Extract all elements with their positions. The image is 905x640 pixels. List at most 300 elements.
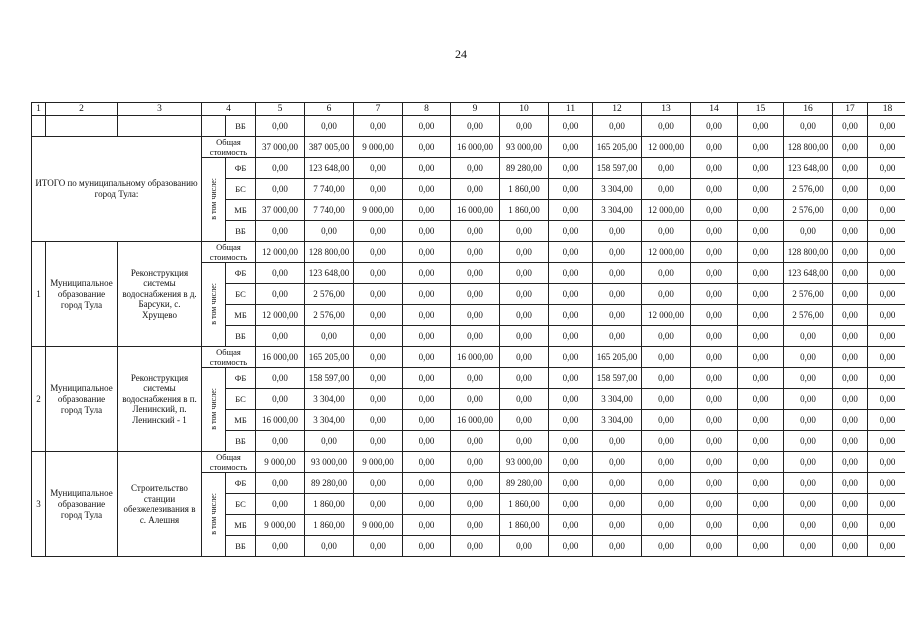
value-cell: 0,00 bbox=[256, 326, 305, 347]
value-cell: 3 304,00 bbox=[305, 410, 354, 431]
value-cell: 89 280,00 bbox=[305, 473, 354, 494]
value-cell: 0,00 bbox=[691, 221, 738, 242]
value-cell: 0,00 bbox=[500, 431, 549, 452]
value-cell: 0,00 bbox=[403, 536, 451, 557]
value-cell: 0,00 bbox=[691, 347, 738, 368]
value-cell: 3 304,00 bbox=[593, 179, 642, 200]
project-name: Строительство станции обезжелезивания в с. Алешня bbox=[118, 452, 202, 557]
value-cell: 0,00 bbox=[738, 158, 784, 179]
value-cell: 93 000,00 bbox=[500, 452, 549, 473]
project-total-row bbox=[32, 452, 905, 473]
value-cell: 12 000,00 bbox=[642, 242, 691, 263]
value-cell: 1 860,00 bbox=[500, 179, 549, 200]
value-cell: 0,00 bbox=[691, 263, 738, 284]
value-cell: 2 576,00 bbox=[784, 200, 833, 221]
value-cell: 0,00 bbox=[256, 221, 305, 242]
source-label: ФБ bbox=[226, 368, 256, 389]
value-cell: 165 205,00 bbox=[305, 347, 354, 368]
source-label: ФБ bbox=[226, 158, 256, 179]
value-cell: 0,00 bbox=[256, 263, 305, 284]
value-cell: 1 860,00 bbox=[500, 494, 549, 515]
source-label: БС bbox=[226, 389, 256, 410]
value-cell: 0,00 bbox=[500, 347, 549, 368]
value-cell: 0,00 bbox=[403, 200, 451, 221]
value-cell: 0,00 bbox=[593, 242, 642, 263]
value-cell: 37 000,00 bbox=[256, 137, 305, 158]
empty-cell bbox=[32, 116, 46, 137]
value-cell: 9 000,00 bbox=[354, 137, 403, 158]
value-cell: 0,00 bbox=[833, 452, 868, 473]
value-cell: 158 597,00 bbox=[593, 368, 642, 389]
value-cell: 1 860,00 bbox=[305, 494, 354, 515]
value-cell: 0,00 bbox=[738, 116, 784, 137]
value-cell: 0,00 bbox=[256, 368, 305, 389]
value-cell: 0,00 bbox=[868, 116, 905, 137]
value-cell: 1 860,00 bbox=[500, 200, 549, 221]
value-cell: 0,00 bbox=[305, 221, 354, 242]
value-cell: 0,00 bbox=[642, 179, 691, 200]
value-cell: 0,00 bbox=[451, 494, 500, 515]
value-cell: 0,00 bbox=[593, 263, 642, 284]
value-cell: 0,00 bbox=[868, 536, 905, 557]
in-that-number-label bbox=[202, 368, 226, 452]
value-cell: 3 304,00 bbox=[593, 200, 642, 221]
project-municipality: Муниципальное образование город Тула bbox=[46, 242, 118, 347]
value-cell: 0,00 bbox=[642, 263, 691, 284]
value-cell: 0,00 bbox=[833, 284, 868, 305]
value-cell: 0,00 bbox=[451, 242, 500, 263]
value-cell: 0,00 bbox=[784, 515, 833, 536]
value-cell: 0,00 bbox=[593, 536, 642, 557]
value-cell: 158 597,00 bbox=[305, 368, 354, 389]
value-cell: 0,00 bbox=[642, 221, 691, 242]
value-cell: 0,00 bbox=[403, 368, 451, 389]
value-cell: 0,00 bbox=[500, 116, 549, 137]
value-cell: 0,00 bbox=[354, 536, 403, 557]
value-cell: 0,00 bbox=[784, 410, 833, 431]
project-total-row bbox=[32, 347, 905, 368]
value-cell: 0,00 bbox=[256, 158, 305, 179]
value-cell: 0,00 bbox=[403, 137, 451, 158]
value-cell: 9 000,00 bbox=[354, 515, 403, 536]
value-cell: 89 280,00 bbox=[500, 473, 549, 494]
value-cell: 0,00 bbox=[738, 389, 784, 410]
value-cell: 0,00 bbox=[833, 263, 868, 284]
value-cell: 0,00 bbox=[738, 221, 784, 242]
value-cell: 0,00 bbox=[738, 452, 784, 473]
value-cell: 0,00 bbox=[868, 410, 905, 431]
header-cell: 12 bbox=[593, 103, 642, 116]
header-cell: 13 bbox=[642, 103, 691, 116]
value-cell: 12 000,00 bbox=[642, 137, 691, 158]
value-cell: 0,00 bbox=[500, 326, 549, 347]
source-label: МБ bbox=[226, 200, 256, 221]
value-cell: 0,00 bbox=[354, 158, 403, 179]
value-cell: 16 000,00 bbox=[451, 200, 500, 221]
value-cell: 0,00 bbox=[403, 221, 451, 242]
value-cell: 0,00 bbox=[691, 473, 738, 494]
value-cell: 0,00 bbox=[593, 326, 642, 347]
value-cell: 7 740,00 bbox=[305, 200, 354, 221]
value-cell: 0,00 bbox=[691, 326, 738, 347]
project-total-row bbox=[32, 242, 905, 263]
value-cell: 0,00 bbox=[738, 326, 784, 347]
value-cell: 0,00 bbox=[354, 389, 403, 410]
value-cell: 0,00 bbox=[691, 536, 738, 557]
value-cell: 0,00 bbox=[549, 137, 593, 158]
header-row bbox=[32, 103, 905, 116]
value-cell: 0,00 bbox=[738, 410, 784, 431]
value-cell: 0,00 bbox=[784, 494, 833, 515]
value-cell: 0,00 bbox=[868, 452, 905, 473]
value-cell: 0,00 bbox=[833, 389, 868, 410]
value-cell: 0,00 bbox=[549, 494, 593, 515]
in-that-number-text: в том числе: bbox=[208, 282, 218, 325]
value-cell: 0,00 bbox=[403, 263, 451, 284]
value-cell: 37 000,00 bbox=[256, 200, 305, 221]
value-cell: 0,00 bbox=[305, 536, 354, 557]
value-cell: 0,00 bbox=[868, 221, 905, 242]
value-cell: 128 800,00 bbox=[784, 242, 833, 263]
project-name: Реконструкция системы водоснабжения в д. Барсуки, с. Хрущево bbox=[118, 242, 202, 347]
project-municipality: Муниципальное образование город Тула bbox=[46, 452, 118, 557]
source-label: ВБ bbox=[226, 536, 256, 557]
value-cell: 0,00 bbox=[451, 263, 500, 284]
empty-cell bbox=[202, 116, 226, 137]
value-cell: 128 800,00 bbox=[305, 242, 354, 263]
value-cell: 0,00 bbox=[403, 431, 451, 452]
value-cell: 0,00 bbox=[784, 473, 833, 494]
value-cell: 0,00 bbox=[593, 284, 642, 305]
value-cell: 0,00 bbox=[403, 305, 451, 326]
header-cell: 4 bbox=[202, 103, 256, 116]
value-cell: 16 000,00 bbox=[451, 137, 500, 158]
value-cell: 0,00 bbox=[403, 116, 451, 137]
value-cell: 0,00 bbox=[403, 410, 451, 431]
source-label: БС bbox=[226, 284, 256, 305]
value-cell: 0,00 bbox=[868, 158, 905, 179]
value-cell: 0,00 bbox=[833, 536, 868, 557]
value-cell: 0,00 bbox=[500, 410, 549, 431]
value-cell: 0,00 bbox=[549, 431, 593, 452]
value-cell: 0,00 bbox=[642, 494, 691, 515]
value-cell: 0,00 bbox=[642, 473, 691, 494]
value-cell: 0,00 bbox=[868, 389, 905, 410]
value-cell: 123 648,00 bbox=[784, 158, 833, 179]
value-cell: 0,00 bbox=[784, 347, 833, 368]
value-cell: 0,00 bbox=[691, 452, 738, 473]
value-cell: 0,00 bbox=[833, 221, 868, 242]
value-cell: 128 800,00 bbox=[784, 137, 833, 158]
value-cell: 0,00 bbox=[549, 389, 593, 410]
value-cell: 0,00 bbox=[691, 242, 738, 263]
value-cell: 0,00 bbox=[500, 242, 549, 263]
value-cell: 0,00 bbox=[738, 368, 784, 389]
value-cell: 0,00 bbox=[500, 284, 549, 305]
value-cell: 0,00 bbox=[642, 515, 691, 536]
value-cell: 0,00 bbox=[256, 284, 305, 305]
value-cell: 0,00 bbox=[868, 242, 905, 263]
value-cell: 0,00 bbox=[691, 284, 738, 305]
value-cell: 0,00 bbox=[256, 116, 305, 137]
value-cell: 2 576,00 bbox=[305, 284, 354, 305]
value-cell: 0,00 bbox=[256, 389, 305, 410]
value-cell: 0,00 bbox=[593, 116, 642, 137]
value-cell: 12 000,00 bbox=[256, 305, 305, 326]
total-cost-label: Общая стоимость bbox=[202, 137, 256, 158]
value-cell: 0,00 bbox=[451, 284, 500, 305]
value-cell: 0,00 bbox=[833, 326, 868, 347]
value-cell: 0,00 bbox=[738, 494, 784, 515]
empty-cell bbox=[118, 116, 202, 137]
source-label: БС bbox=[226, 494, 256, 515]
value-cell: 0,00 bbox=[738, 515, 784, 536]
total-cost-label: Общая стоимость bbox=[202, 452, 256, 473]
in-that-number-text: в том числе: bbox=[208, 492, 218, 535]
header-cell: 5 bbox=[256, 103, 305, 116]
value-cell: 0,00 bbox=[784, 221, 833, 242]
value-cell: 0,00 bbox=[451, 515, 500, 536]
value-cell: 0,00 bbox=[354, 305, 403, 326]
value-cell: 0,00 bbox=[833, 347, 868, 368]
value-cell: 0,00 bbox=[451, 305, 500, 326]
value-cell: 0,00 bbox=[833, 158, 868, 179]
value-cell: 0,00 bbox=[691, 158, 738, 179]
source-label: ВБ bbox=[226, 431, 256, 452]
value-cell: 0,00 bbox=[833, 473, 868, 494]
value-cell: 3 304,00 bbox=[593, 410, 642, 431]
source-label: ФБ bbox=[226, 473, 256, 494]
value-cell: 0,00 bbox=[256, 431, 305, 452]
value-cell: 0,00 bbox=[642, 389, 691, 410]
value-cell: 1 860,00 bbox=[500, 515, 549, 536]
value-cell: 387 005,00 bbox=[305, 137, 354, 158]
value-cell: 0,00 bbox=[451, 221, 500, 242]
value-cell: 0,00 bbox=[691, 368, 738, 389]
value-cell: 0,00 bbox=[738, 536, 784, 557]
value-cell: 2 576,00 bbox=[305, 305, 354, 326]
value-cell: 0,00 bbox=[868, 431, 905, 452]
value-cell: 0,00 bbox=[500, 389, 549, 410]
header-cell: 2 bbox=[46, 103, 118, 116]
value-cell: 0,00 bbox=[403, 473, 451, 494]
value-cell: 0,00 bbox=[451, 452, 500, 473]
value-cell: 0,00 bbox=[549, 326, 593, 347]
value-cell: 0,00 bbox=[784, 326, 833, 347]
value-cell: 0,00 bbox=[403, 347, 451, 368]
value-cell: 0,00 bbox=[868, 515, 905, 536]
value-cell: 0,00 bbox=[642, 326, 691, 347]
value-cell: 0,00 bbox=[500, 536, 549, 557]
value-cell: 0,00 bbox=[833, 305, 868, 326]
value-cell: 0,00 bbox=[549, 347, 593, 368]
value-cell: 0,00 bbox=[403, 179, 451, 200]
value-cell: 0,00 bbox=[549, 473, 593, 494]
in-that-number-label bbox=[202, 473, 226, 557]
value-cell: 0,00 bbox=[868, 473, 905, 494]
value-cell: 0,00 bbox=[738, 305, 784, 326]
value-cell: 0,00 bbox=[451, 473, 500, 494]
value-cell: 0,00 bbox=[354, 473, 403, 494]
table-row bbox=[32, 116, 905, 137]
value-cell: 0,00 bbox=[354, 116, 403, 137]
value-cell: 0,00 bbox=[868, 263, 905, 284]
value-cell: 0,00 bbox=[305, 116, 354, 137]
source-label: ВБ bbox=[226, 326, 256, 347]
header-cell: 8 bbox=[403, 103, 451, 116]
value-cell: 0,00 bbox=[691, 410, 738, 431]
value-cell: 0,00 bbox=[691, 137, 738, 158]
in-that-number-text: в том числе: bbox=[208, 387, 218, 430]
value-cell: 0,00 bbox=[833, 200, 868, 221]
value-cell: 0,00 bbox=[691, 431, 738, 452]
in-that-number-label bbox=[202, 158, 226, 242]
value-cell: 0,00 bbox=[784, 536, 833, 557]
value-cell: 9 000,00 bbox=[256, 452, 305, 473]
value-cell: 0,00 bbox=[451, 179, 500, 200]
value-cell: 0,00 bbox=[500, 368, 549, 389]
value-cell: 2 576,00 bbox=[784, 305, 833, 326]
value-cell: 16 000,00 bbox=[256, 410, 305, 431]
value-cell: 0,00 bbox=[593, 305, 642, 326]
value-cell: 0,00 bbox=[833, 431, 868, 452]
value-cell: 0,00 bbox=[549, 179, 593, 200]
value-cell: 89 280,00 bbox=[500, 158, 549, 179]
value-cell: 0,00 bbox=[642, 452, 691, 473]
total-cost-label: Общая стоимость bbox=[202, 242, 256, 263]
value-cell: 0,00 bbox=[642, 116, 691, 137]
in-that-number-label bbox=[202, 263, 226, 347]
value-cell: 0,00 bbox=[593, 473, 642, 494]
source-label: ВБ bbox=[226, 221, 256, 242]
value-cell: 16 000,00 bbox=[256, 347, 305, 368]
value-cell: 0,00 bbox=[593, 452, 642, 473]
value-cell: 0,00 bbox=[833, 410, 868, 431]
value-cell: 0,00 bbox=[549, 536, 593, 557]
header-cell: 18 bbox=[868, 103, 905, 116]
value-cell: 0,00 bbox=[691, 494, 738, 515]
empty-cell bbox=[46, 116, 118, 137]
value-cell: 0,00 bbox=[403, 389, 451, 410]
value-cell: 0,00 bbox=[354, 179, 403, 200]
value-cell: 0,00 bbox=[451, 389, 500, 410]
value-cell: 12 000,00 bbox=[642, 200, 691, 221]
value-cell: 0,00 bbox=[642, 368, 691, 389]
source-label: ВБ bbox=[226, 116, 256, 137]
value-cell: 0,00 bbox=[738, 347, 784, 368]
value-cell: 0,00 bbox=[354, 284, 403, 305]
page-number: 24 bbox=[455, 47, 467, 61]
value-cell: 0,00 bbox=[451, 431, 500, 452]
value-cell: 0,00 bbox=[868, 326, 905, 347]
value-cell: 0,00 bbox=[403, 284, 451, 305]
header-cell: 3 bbox=[118, 103, 202, 116]
project-number: 1 bbox=[32, 242, 46, 347]
value-cell: 0,00 bbox=[642, 431, 691, 452]
value-cell: 0,00 bbox=[549, 263, 593, 284]
header-cell: 1 bbox=[32, 103, 46, 116]
value-cell: 0,00 bbox=[403, 452, 451, 473]
value-cell: 93 000,00 bbox=[500, 137, 549, 158]
value-cell: 0,00 bbox=[784, 368, 833, 389]
value-cell: 0,00 bbox=[549, 158, 593, 179]
value-cell: 0,00 bbox=[868, 284, 905, 305]
value-cell: 12 000,00 bbox=[256, 242, 305, 263]
header-cell: 9 bbox=[451, 103, 500, 116]
value-cell: 0,00 bbox=[833, 368, 868, 389]
value-cell: 9 000,00 bbox=[354, 200, 403, 221]
value-cell: 0,00 bbox=[642, 347, 691, 368]
value-cell: 16 000,00 bbox=[451, 347, 500, 368]
value-cell: 0,00 bbox=[403, 515, 451, 536]
header-cell: 14 bbox=[691, 103, 738, 116]
funding-table bbox=[31, 102, 905, 557]
value-cell: 0,00 bbox=[868, 305, 905, 326]
value-cell: 0,00 bbox=[549, 242, 593, 263]
value-cell: 0,00 bbox=[403, 242, 451, 263]
value-cell: 0,00 bbox=[691, 389, 738, 410]
value-cell: 0,00 bbox=[354, 326, 403, 347]
value-cell: 0,00 bbox=[738, 137, 784, 158]
value-cell: 0,00 bbox=[354, 410, 403, 431]
itogo-title: ИТОГО по муниципальному образованию город Тула: bbox=[32, 137, 202, 242]
value-cell: 0,00 bbox=[784, 116, 833, 137]
value-cell: 0,00 bbox=[451, 158, 500, 179]
value-cell: 0,00 bbox=[354, 221, 403, 242]
value-cell: 0,00 bbox=[549, 452, 593, 473]
value-cell: 123 648,00 bbox=[305, 263, 354, 284]
value-cell: 0,00 bbox=[642, 284, 691, 305]
value-cell: 2 576,00 bbox=[784, 284, 833, 305]
value-cell: 0,00 bbox=[784, 431, 833, 452]
value-cell: 0,00 bbox=[500, 221, 549, 242]
value-cell: 0,00 bbox=[354, 431, 403, 452]
project-municipality: Муниципальное образование город Тула bbox=[46, 347, 118, 452]
header-cell: 10 bbox=[500, 103, 549, 116]
value-cell: 2 576,00 bbox=[784, 179, 833, 200]
value-cell: 0,00 bbox=[354, 368, 403, 389]
value-cell: 0,00 bbox=[549, 200, 593, 221]
value-cell: 0,00 bbox=[833, 515, 868, 536]
value-cell: 0,00 bbox=[738, 431, 784, 452]
value-cell: 9 000,00 bbox=[256, 515, 305, 536]
value-cell: 0,00 bbox=[868, 494, 905, 515]
value-cell: 0,00 bbox=[642, 536, 691, 557]
value-cell: 0,00 bbox=[868, 347, 905, 368]
header-cell: 11 bbox=[549, 103, 593, 116]
value-cell: 0,00 bbox=[549, 515, 593, 536]
header-cell: 17 bbox=[833, 103, 868, 116]
value-cell: 0,00 bbox=[738, 473, 784, 494]
value-cell: 0,00 bbox=[833, 494, 868, 515]
value-cell: 3 304,00 bbox=[593, 389, 642, 410]
value-cell: 9 000,00 bbox=[354, 452, 403, 473]
value-cell: 0,00 bbox=[868, 179, 905, 200]
value-cell: 0,00 bbox=[549, 284, 593, 305]
value-cell: 0,00 bbox=[403, 494, 451, 515]
value-cell: 123 648,00 bbox=[784, 263, 833, 284]
value-cell: 0,00 bbox=[691, 515, 738, 536]
itogo-total-row bbox=[32, 137, 905, 158]
source-label: МБ bbox=[226, 515, 256, 536]
value-cell: 0,00 bbox=[784, 389, 833, 410]
value-cell: 0,00 bbox=[738, 284, 784, 305]
value-cell: 0,00 bbox=[549, 221, 593, 242]
value-cell: 7 740,00 bbox=[305, 179, 354, 200]
value-cell: 0,00 bbox=[451, 368, 500, 389]
source-label: БС bbox=[226, 179, 256, 200]
value-cell: 12 000,00 bbox=[642, 305, 691, 326]
